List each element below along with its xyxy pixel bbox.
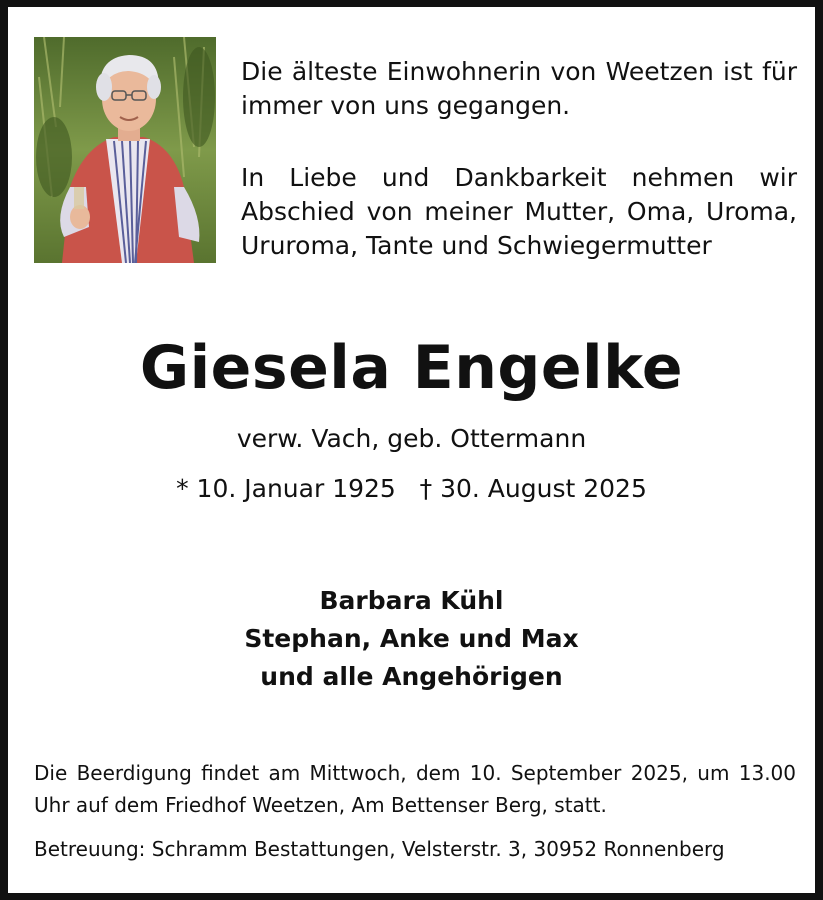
portrait-photo <box>34 37 216 263</box>
intro-paragraph-1: Die älteste Einwohnerin von Weetzen ist für immer von uns gegangen. <box>241 57 797 120</box>
deceased-name: Giesela Engelke <box>139 333 684 403</box>
care-notice: Betreuung: Schramm Bestattungen, Velsterstr. 3, 30952 Ronnenberg <box>34 837 725 861</box>
mourner-line: Stephan, Anke und Max <box>244 624 579 653</box>
mourner-line: Barbara Kühl <box>319 586 504 615</box>
funeral-notice: Die Beerdigung findet am Mittwoch, dem 10. September 2025, um 13.00 Uhr auf dem Friedhof Weetzen, Am Bettenser Berg, statt. <box>34 761 796 817</box>
portrait-illustration <box>34 37 216 263</box>
maiden-name: verw. Vach, geb. Ottermann <box>236 424 587 453</box>
intro-text <box>241 55 797 263</box>
mourner-line: und alle Angehörigen <box>260 662 563 691</box>
mourners-list <box>0 582 823 696</box>
life-dates: * 10. Januar 1925 † 30. August 2025 <box>176 474 647 503</box>
intro-paragraph-2: In Liebe und Dankbarkeit nehmen wir Abschied von meiner Mutter, Oma, Uroma, Ururoma, Tante und Schwiegermutter <box>241 163 797 260</box>
